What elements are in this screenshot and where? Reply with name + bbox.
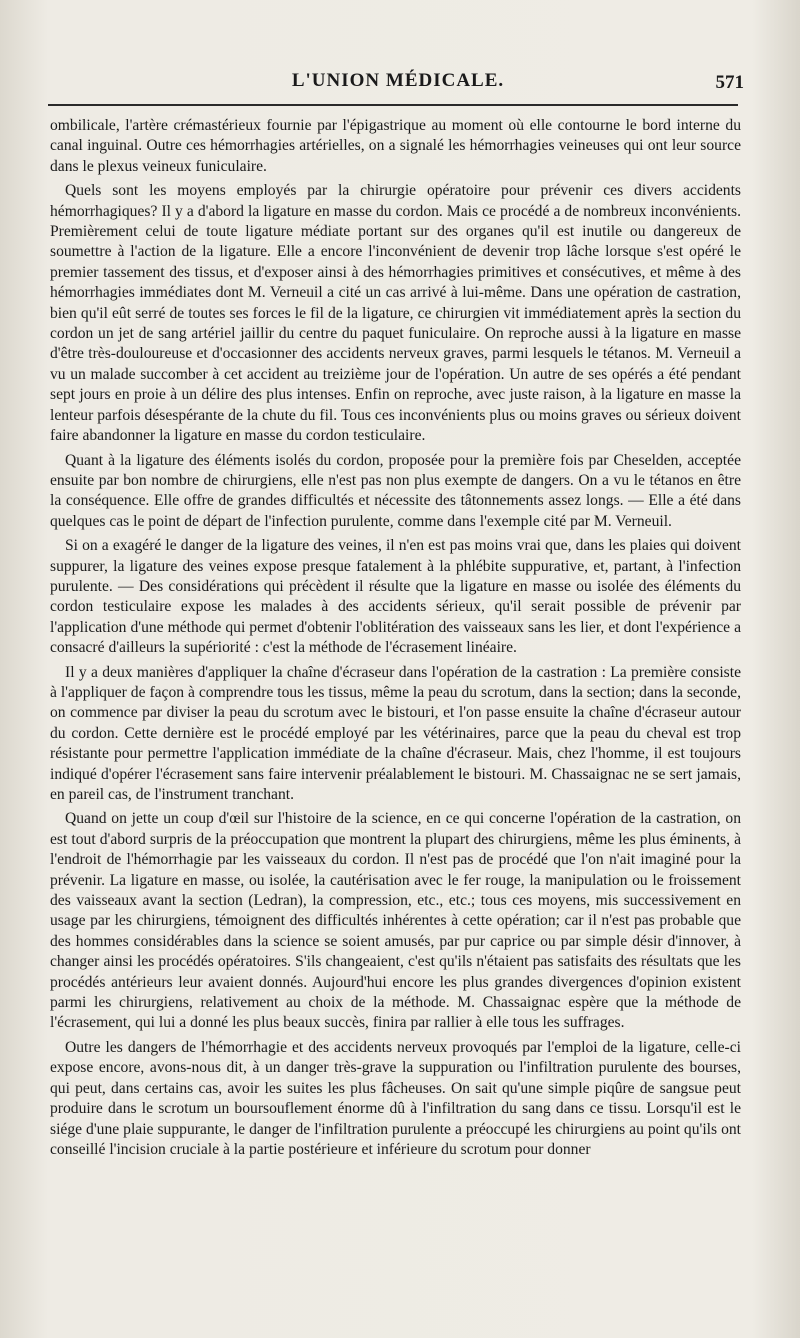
page-number: 571 bbox=[715, 72, 744, 93]
paragraph: Quels sont les moyens employés par la chirurgie opératoire pour prévenir ces divers accidents hémorrhagiques? Il y a d'abord la ligature en masse du cordon. Mais ce procédé a de nombreux inconvénients. Premièrement celui de toute ligature médiate portant sur des organes qu'il est inutile ou dangereux de soumettre à l'action de la ligature. Elle a encore l'inconvénient de devenir trop lâche lorsque s'est opéré le premier tassement des tissus, et d'exposer ainsi à des hémorrhagies primitives et consécutives, et même à des hémorrhagies immédiates dont M. Verneuil a cité un cas arrivé à lui-même. Dans une opération de castration, bien qu'il eût serré de toutes ses forces le fil de la ligature, ce chirurgien vit immédiatement après la section du cordon un jet de sang artériel jaillir du centre du paquet funiculaire. On reproche aussi à la ligature en masse d'être très-douloureuse et d'occasionner des accidents nerveux graves, parmi lesquels le tétanos. M. Verneuil a vu un malade succomber à cet accident au treizième jour de l'opération. Un autre de ses opérés a été pendant sept jours en proie à un délire des plus intenses. Enfin on reproche, avec juste raison, à la ligature en masse la lenteur parfois désespérante de la chute du fil. Tous ces inconvénients plus ou moins graves ou sérieux doivent faire abandonner la ligature en masse du cordon testiculaire. bbox=[50, 182, 741, 445]
running-title: L'UNION MÉDICALE. bbox=[291, 70, 505, 91]
paragraph: Quand on jette un coup d'œil sur l'histoire de la science, en ce qui concerne l'opération de la castration, on est tout d'abord surpris de la préoccupation que montrent la plupart des chirurgiens, même les plus éminents, à l'endroit de l'hémorrhagie par les vaisseaux du cordon. Il n'est pas de procédé que l'on n'ait imaginé pour la prévenir. La ligature en masse, ou isolée, la cautérisation avec le fer rouge, la manipulation ou le froissement des vaisseaux avant la section (Ledran), la compression, etc., etc.; tous ces moyens, mis successivement en usage par les chirurgiens, témoignent des difficultés inhérentes à cette opération; car il n'est pas probable que des hommes considérables dans la science se soient amusés, par pur caprice ou par simple désir d'innover, à changer ainsi les procédés opératoires. S'ils changeaient, c'est qu'ils n'étaient pas satisfaits des résultats que les procédés antérieurs leur avaient donnés. Aujourd'hui encore les plus grandes divergences d'opinion existent parmi les chirurgiens, relativement au choix de la méthode. M. Chassaignac espère que la méthode de l'écrasement, qui lui a donné les plus beaux succès, finira par rallier à elle tous les suffrages. bbox=[50, 810, 741, 1032]
paragraph-continuation: ombilicale, l'artère crémastérieux fournie par l'épigastrique au moment où elle contourne le bord interne du canal inguinal. Outre ces hémorrhagies artérielles, on a signalé les hémorrhagies veineuses qui ont leur source dans le plexus veineux funiculaire. bbox=[50, 117, 741, 175]
paragraph: Outre les dangers de l'hémorrhagie et des accidents nerveux provoqués par l'emploi de la ligature, celle-ci expose encore, avons-nous dit, à un danger très-grave la suppuration ou l'infiltration purulente des bourses, qui peut, dans certains cas, avoir les suites les plus fâcheuses. On sait qu'une simple piqûre de sangsue peut produire dans le scrotum un boursouflement énorme dû à l'infiltration du sang dans ce tissu. Lorsqu'il est le siége d'une plaie suppurante, le danger de l'infiltration purulente a préoccupé les chirurgiens au point qu'ils ont conseillé l'incision cruciale à la partie postérieure et inférieure du scrotum pour donner bbox=[50, 1038, 741, 1158]
header-rule bbox=[48, 104, 738, 106]
paragraph: Si on a exagéré le danger de la ligature des veines, il n'en est pas moins vrai que, dans les plaies qui doivent suppurer, la ligature des veines expose presque fatalement à la phlébite suppurative, et, partant, à l'infection purulente. — Des considérations qui précèdent il résulte que la ligature en masse ou isolée des éléments du cordon testiculaire expose les malades à des accidents sérieux, qu'il serait possible de prévenir par l'application d'une méthode qui permet d'obtenir l'oblitération des vaisseaux sans les lier, et dont l'expérience a consacré d'ailleurs la supériorité : c'est la méthode de l'écrasement linéaire. bbox=[50, 537, 741, 657]
paragraph: Il y a deux manières d'appliquer la chaîne d'écraseur dans l'opération de la castration : La première consiste à l'appliquer de façon à comprendre tous les tissus, même la peau du scrotum, dans la section; dans la seconde, on commence par diviser la peau du scrotum avec le bistouri, et l'on passe ensuite la chaîne d'écraseur autour du cordon. Cette dernière est le procédé employé par les vétérinaires, parce que la peau du cheval est trop résistante pour permettre l'application immédiate de la chaîne d'écraseur. Mais, chez l'homme, il est toujours indiqué d'opérer l'écrasement sans faire intervenir préalablement le bistouri. M. Chassaignac ne se sert jamais, en pareil cas, de l'instrument tranchant. bbox=[50, 663, 741, 803]
page-header bbox=[48, 64, 748, 104]
paragraph: Quant à la ligature des éléments isolés du cordon, proposée pour la première fois par Cheselden, acceptée ensuite par bon nombre de chirurgiens, elle n'est pas non plus exempte de dangers. On a vu le tétanos en être la conséquence. Elle offre de grandes difficultés et nécessite des tâtonnements assez longs. — Elle a été dans quelques cas le point de départ de l'infection purulente, comme dans l'exemple cité par M. Verneuil. bbox=[50, 451, 741, 530]
body-text bbox=[50, 116, 741, 1164]
